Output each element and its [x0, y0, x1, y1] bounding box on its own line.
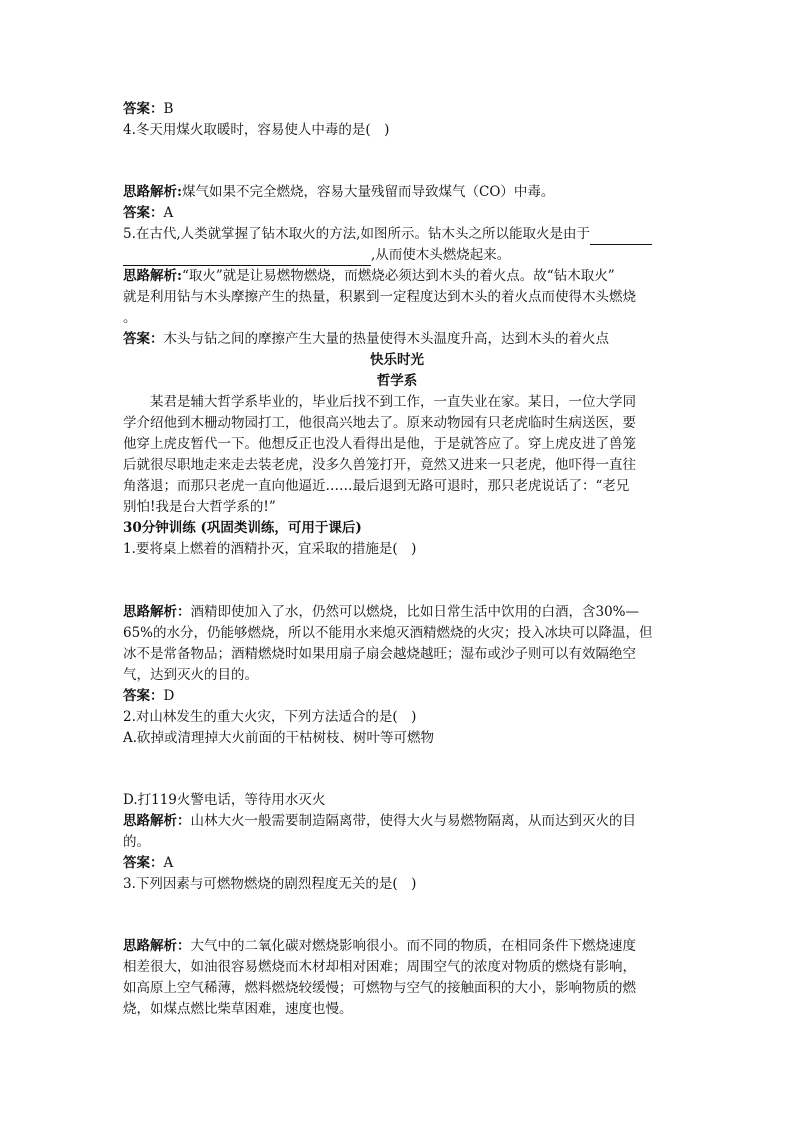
story-line: 学介绍他到木栅动物园打工，他很高兴地去了。原来动物园有只老虎临时生病送医，要: [123, 415, 636, 431]
analysis-line: [123, 182, 671, 203]
question-5-text: 5.在古代,人类就掌握了钻木取火的方法,如图所示。钻木头之所以能取火是由于: [123, 226, 590, 242]
paragraph-line: 烧，如煤点燃比柴草困难，速度也慢。: [123, 1001, 353, 1017]
answer-line: [123, 853, 671, 874]
story-line: 别怕!我是台大哲学系的!”: [123, 499, 276, 515]
analysis-label: 思路解析:: [123, 184, 182, 200]
answer-line: [123, 203, 671, 224]
question-5-tail: ,从而使木头燃烧起来。: [371, 247, 511, 263]
answer-value: D: [163, 688, 175, 704]
story-line: 角落退；而那只老虎一直向他逼近……最后退到无路可退时，那只老虎说话了：“老兄: [123, 478, 630, 494]
answer-value: B: [163, 101, 174, 117]
answer-label: 答案：: [123, 855, 164, 871]
answer-line: [123, 99, 671, 120]
story-line: 他穿上虎皮暂代一下。他想反正也没人看得出是他，于是就答应了。穿上虎皮进了兽笼: [123, 436, 636, 452]
answer-value: A: [163, 855, 174, 871]
analysis-text: 山林大火一般需要制造隔离带，使得大火与易燃物隔离，从而达到灭火的目: [190, 813, 636, 829]
question-1: 1.要将桌上燃着的酒精扑灭，宜采取的措施是( ): [123, 541, 417, 557]
analysis-line: [123, 266, 671, 287]
section-heading: 30分钟训练 (巩固类训练，可用于课后): [123, 520, 362, 536]
answer-label: 答案：: [123, 688, 164, 704]
question-5-continued: [123, 245, 671, 266]
answer-label: 答案：: [123, 331, 164, 347]
analysis-text: 煤气如果不完全燃烧，容易大量残留而导致煤气（CO）中毒。: [181, 184, 555, 200]
analysis-label: 思路解析：: [123, 813, 191, 829]
paragraph-line: 就是利用钻与木头摩擦产生的热量，积累到一定程度达到木头的着火点而使得木头燃烧: [123, 289, 636, 305]
analysis-label: 思路解析：: [123, 604, 191, 620]
paragraph-line: 气，达到灭火的目的。: [123, 667, 258, 683]
paragraph-line: 相差很大，如油很容易燃烧而木材却相对困难；周围空气的浓度对物质的燃烧有影响，: [123, 959, 636, 975]
answer-label: 答案：: [123, 205, 164, 221]
paragraph-line: 如高原上空气稀薄，燃料燃烧较缓慢；可燃物与空气的接触面积的大小，影响物质的燃: [123, 980, 636, 996]
paragraph-line: 。: [123, 310, 137, 326]
option-d: D.打119火警电话，等待用水灭火: [123, 792, 326, 808]
answer-blank: [123, 251, 371, 266]
answer-value: A: [163, 205, 174, 221]
analysis-text: 大气中的二氧化碳对燃烧影响很小。而不同的物质，在相同条件下燃烧速度: [190, 938, 636, 954]
paragraph-line: 冰不是常备物品；酒精燃烧时如果用扇子扇会越烧越旺；湿布或沙子则可以有效隔绝空: [123, 646, 636, 662]
analysis-label: 思路解析：: [123, 938, 191, 954]
answer-blank: [590, 230, 652, 245]
story-title: 哲学系: [376, 373, 418, 389]
analysis-line: [123, 602, 671, 623]
answer-line: [123, 686, 671, 707]
question-2: 2.对山林发生的重大火灾，下列方法适合的是( ): [123, 709, 417, 725]
analysis-text: “取火”就是让易燃物燃烧，而燃烧必须达到木头的着火点。故“钻木取火”: [181, 268, 615, 284]
section-heading: 快乐时光: [370, 352, 424, 368]
answer-label: 答案：: [123, 101, 164, 117]
analysis-line: [123, 936, 671, 957]
question-3: 3.下列因素与可燃物燃烧的剧烈程度无关的是( ): [123, 876, 417, 892]
analysis-text: 酒精即使加入了水，仍然可以燃烧，比如日常生活中饮用的白酒，含30%—: [190, 604, 640, 620]
answer-value: 木头与钻之间的摩擦产生大量的热量使得木头温度升高，达到木头的着火点: [163, 331, 609, 347]
question-4: 4.冬天用煤火取暖时，容易使人中毒的是( ): [123, 122, 390, 138]
analysis-line: [123, 811, 671, 832]
paragraph-line: 的。: [123, 834, 150, 850]
option-a: A.砍掉或清理掉大火前面的干枯树枝、树叶等可燃物: [123, 730, 435, 746]
question-5: [123, 224, 671, 245]
analysis-label: 思路解析:: [123, 268, 182, 284]
story-line: 某君是辅大哲学系毕业的，毕业后找不到工作，一直失业在家。某日，一位大学同: [150, 394, 636, 410]
paragraph-line: 65%的水分，仍能够燃烧，所以不能用水来熄灭酒精燃烧的火灾；投入冰块可以降温，但: [123, 625, 653, 641]
answer-line: [123, 329, 671, 350]
story-line: 后就很尽职地走来走去装老虎，没多久兽笼打开，竟然又进来一只老虎，他吓得一直往: [123, 457, 636, 473]
